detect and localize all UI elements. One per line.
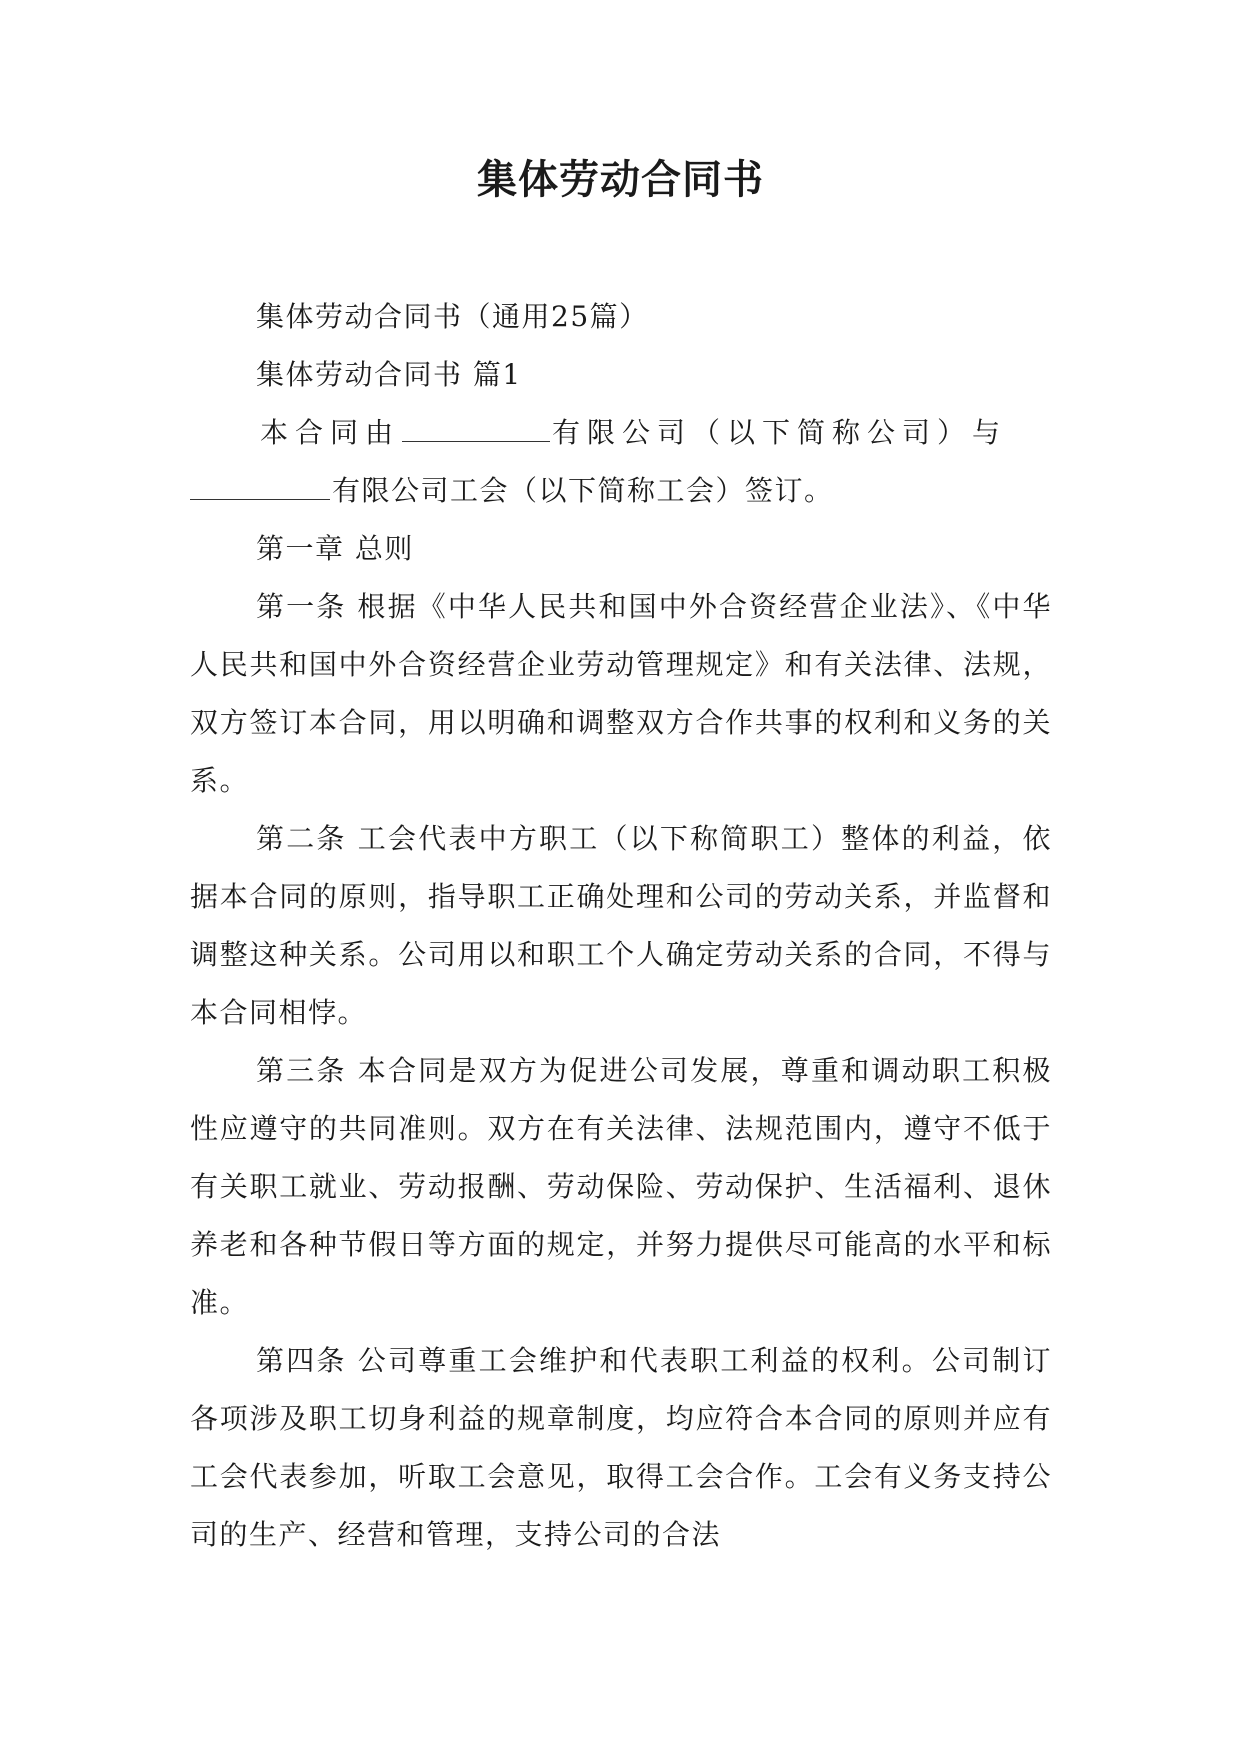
article-2: 第二条 工会代表中方职工（以下称简职工）整体的利益，依据本合同的原则，指导职工正确处理和公司的劳动关系，并监督和调整这种关系。公司用以和职工个人确定劳动关系的合同，不得与本合同相悖。	[190, 822, 1052, 1029]
parties-text-2: 有限公司（以下简称公司）与	[552, 416, 1008, 449]
union-name-blank	[190, 477, 330, 500]
company-name-blank	[402, 419, 550, 442]
article-3: 第三条 本合同是双方为促进公司发展，尊重和调动职工积极性应遵守的共同准则。双方在有关法律、法规范围内，遵守不低于有关职工就业、劳动报酬、劳动保险、劳动保护、生活福利、退休养老和各种节假日等方面的规定，并努力提供尽可能高的水平和标准。	[190, 1054, 1052, 1319]
piece-heading: 集体劳动合同书 篇1	[256, 358, 522, 391]
article-4: 第四条 公司尊重工会维护和代表职工利益的权利。公司制订各项涉及职工切身利益的规章制度，均应符合本合同的原则并应有工会代表参加，听取工会意见，取得工会合作。工会有义务支持公司的生产、经营和管理，支持公司的合法	[190, 1344, 1052, 1551]
subtitle-paragraph: 集体劳动合同书（通用25篇）	[256, 300, 649, 333]
parties-paragraph-line2	[190, 462, 1052, 520]
parties-text-3: 有限公司工会（以下简称工会）签订。	[332, 474, 834, 507]
document-body	[190, 288, 1052, 1564]
parties-text-1: 本合同由	[260, 416, 401, 449]
parties-paragraph-line1	[190, 404, 1052, 462]
chapter-heading: 第一章 总则	[256, 532, 414, 565]
document-title: 集体劳动合同书	[477, 157, 764, 203]
article-1: 第一条 根据《中华人民共和国中外合资经营企业法》、《中华人民共和国中外合资经营企业劳动管理规定》和有关法律、法规，双方签订本合同，用以明确和调整双方合作共事的权利和义务的关系。	[190, 590, 1052, 797]
